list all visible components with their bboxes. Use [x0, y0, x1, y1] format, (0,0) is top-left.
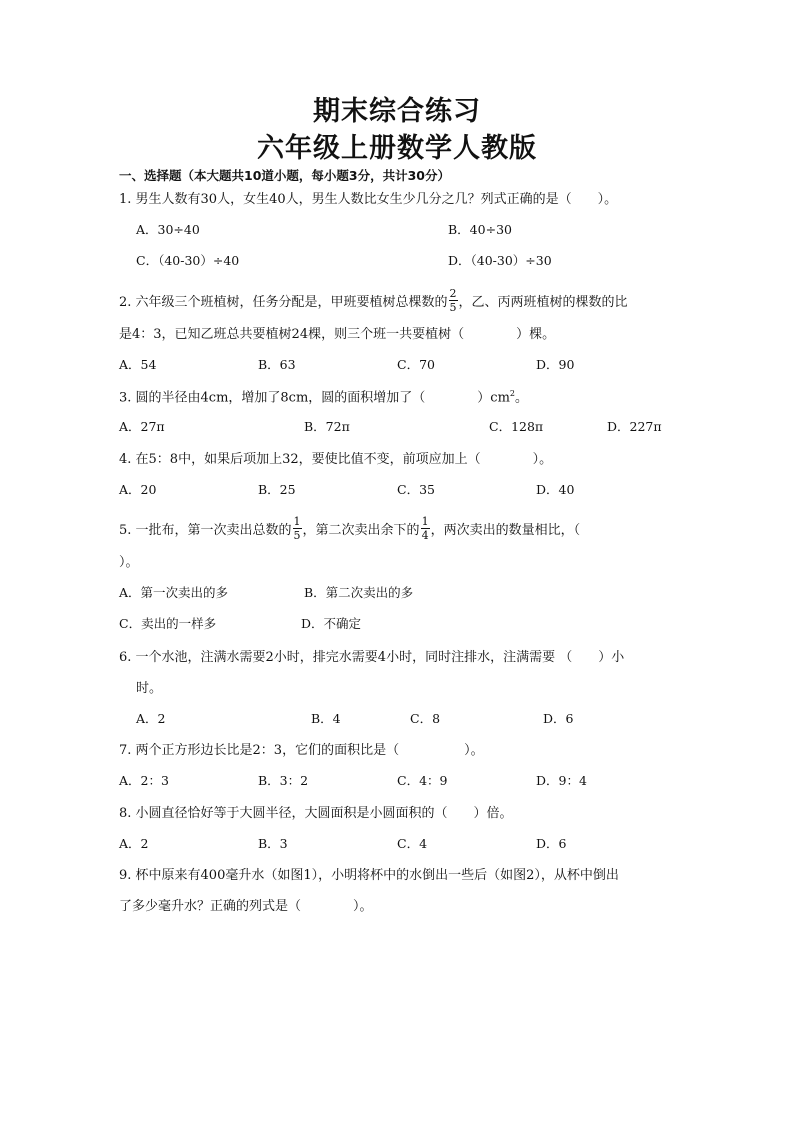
question-4-text: 4. 在5：8中，如果后项加上32，要使比值不变，前项应加上（ ）。 — [119, 452, 553, 467]
question-3-option-b[interactable]: B．72π — [304, 419, 350, 434]
fraction-denominator: 5 — [449, 301, 457, 314]
question-7-option-b[interactable]: B．3：2 — [258, 773, 309, 788]
question-3-text — [119, 390, 528, 404]
question-1-option-a[interactable]: A．30÷40 — [136, 222, 200, 237]
superscript-two: 2 — [509, 389, 515, 398]
exam-subtitle: 六年级上册数学人教版 — [257, 133, 537, 164]
question-5-text-c: ，两次卖出的数量相比，（ — [430, 523, 581, 538]
question-2-option-c[interactable]: C．70 — [397, 357, 435, 372]
question-8-text: 8. 小圆直径恰好等于大圆半径，大圆面积是小圆面积的（ ）倍。 — [119, 806, 513, 821]
section-heading: 一、选择题（本大题共10道小题，每小题3分，共计30分） — [119, 168, 450, 183]
question-1-option-c[interactable]: C．（40-30）÷40 — [136, 253, 240, 268]
question-8-option-b[interactable]: B．3 — [258, 836, 288, 851]
question-6-line-2: 时。 — [136, 681, 163, 696]
question-3-text-a: 3. 圆的半径由4cm，增加了8cm，圆的面积增加了（ ）cm — [119, 390, 510, 406]
question-2-text-b: ，乙、丙两班植树的棵数的比 — [458, 295, 628, 310]
question-1-option-b[interactable]: B．40÷30 — [448, 222, 512, 237]
fraction-numerator: 1 — [293, 515, 301, 528]
fraction-numerator: 1 — [421, 515, 429, 528]
question-5-text-a: 5. 一批布，第一次卖出总数的 — [119, 523, 292, 538]
question-5-option-c[interactable]: C．卖出的一样多 — [119, 616, 217, 631]
question-5-line-2: ）。 — [119, 555, 139, 570]
question-6-option-d[interactable]: D．6 — [543, 711, 574, 726]
question-3-option-d[interactable]: D．227π — [607, 419, 662, 434]
question-3-option-c[interactable]: C．128π — [489, 419, 544, 434]
question-8-option-c[interactable]: C．4 — [397, 836, 428, 851]
question-7-text: 7. 两个正方形边长比是2：3，它们的面积比是（ ）。 — [119, 743, 484, 758]
question-4-option-b[interactable]: B．25 — [258, 482, 296, 497]
question-3-option-a[interactable]: A．27π — [119, 419, 165, 434]
question-5-line-1 — [119, 515, 581, 543]
question-6-option-a[interactable]: A．2 — [136, 711, 166, 726]
question-5-text-b: ，第二次卖出余下的 — [302, 523, 420, 538]
question-3-text-b: 。 — [515, 390, 529, 406]
question-7-option-a[interactable]: A．2：3 — [119, 773, 169, 788]
question-1-option-d[interactable]: D．（40-30）÷30 — [448, 253, 552, 268]
question-2-line-2: 是4：3，已知乙班总共要植树24棵，则三个班一共要植树（ ）棵。 — [119, 327, 556, 342]
question-8-option-d[interactable]: D．6 — [536, 836, 567, 851]
question-2-option-d[interactable]: D．90 — [536, 357, 575, 372]
question-1-text: 1. 男生人数有30人，女生40人，男生人数比女生少几分之几？列式正确的是（ ）。 — [119, 192, 618, 207]
fraction-two-fifths — [449, 288, 458, 313]
question-2-line-1 — [119, 287, 628, 315]
question-7-option-c[interactable]: C．4：9 — [397, 773, 448, 788]
question-7-option-d[interactable]: D．9：4 — [536, 773, 587, 788]
question-6-option-b[interactable]: B．4 — [311, 711, 341, 726]
question-6-option-c[interactable]: C．8 — [410, 711, 441, 726]
question-5-option-d[interactable]: D．不确定 — [301, 616, 362, 631]
question-8-option-a[interactable]: A．2 — [119, 836, 149, 851]
fraction-denominator: 4 — [421, 529, 429, 542]
fraction-numerator: 2 — [449, 287, 457, 300]
question-6-line-1: 6. 一个水池，注满水需要2小时，排完水需要4小时，同时注排水，注满需要 （ ）小 — [119, 650, 625, 665]
fraction-one-quarter — [421, 516, 430, 541]
fraction-denominator: 5 — [293, 529, 301, 542]
question-4-option-a[interactable]: A．20 — [119, 482, 157, 497]
question-9-line-2: 了多少毫升水？正确的列式是（ ）。 — [119, 899, 373, 914]
question-2-option-b[interactable]: B．63 — [258, 357, 296, 372]
question-5-option-a[interactable]: A．第一次卖出的多 — [119, 585, 229, 600]
exam-title: 期末综合练习 — [313, 96, 481, 127]
question-5-option-b[interactable]: B．第二次卖出的多 — [304, 585, 414, 600]
question-9-line-1: 9. 杯中原来有400毫升水（如图1），小明将杯中的水倒出一些后（如图2），从杯中倒出 — [119, 868, 619, 883]
fraction-one-fifth — [293, 516, 302, 541]
question-2-option-a[interactable]: A．54 — [119, 357, 157, 372]
question-4-option-c[interactable]: C．35 — [397, 482, 435, 497]
question-2-text-a: 2. 六年级三个班植树，任务分配是，甲班要植树总棵数的 — [119, 295, 448, 310]
question-4-option-d[interactable]: D．40 — [536, 482, 575, 497]
